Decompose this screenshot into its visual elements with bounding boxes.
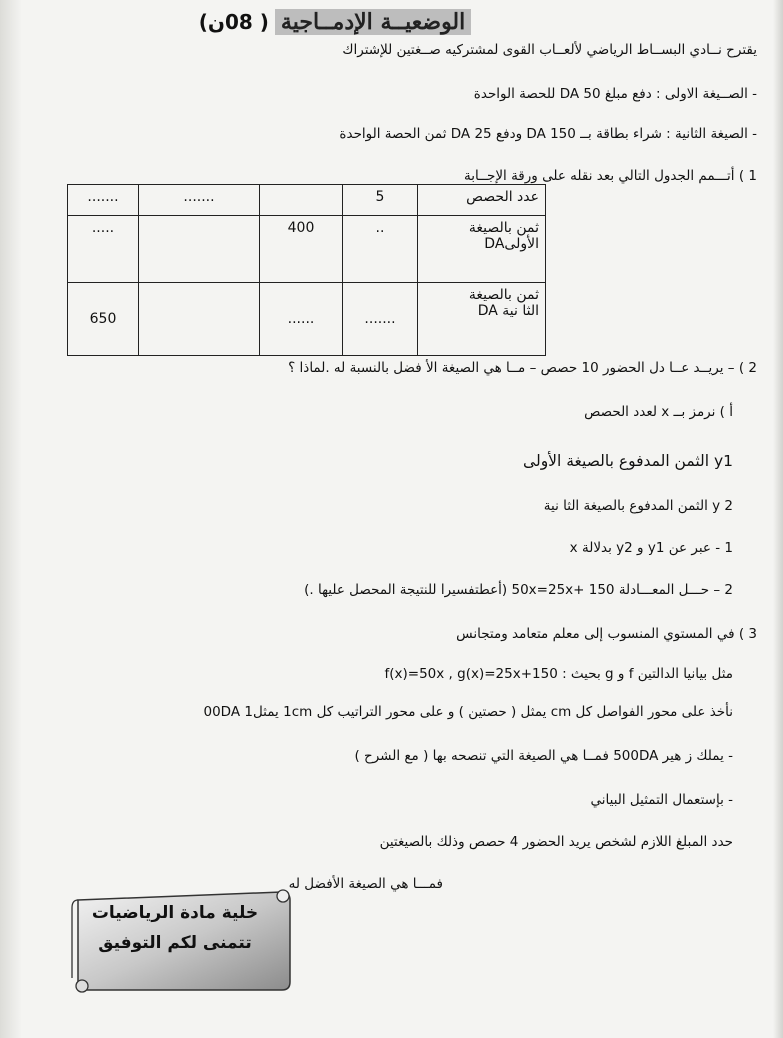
table-row [68, 216, 546, 283]
table-cell: ....... [139, 185, 260, 216]
table-cell [139, 283, 260, 356]
row-header-formula-1 [418, 216, 546, 283]
page-left-shadow [0, 0, 22, 1038]
question-3-zuhair: - يملك ز هير 500DA فمــا هي الصيغة التي تنصحه بها ( مع الشرح ) [354, 748, 733, 764]
row-header-line: ثمن بالصيغة [468, 220, 539, 236]
row-header-formula-2 [418, 283, 546, 356]
question-3-graph: مثل بيانيا الدالتين f و g بحيث : f(x)=50x , g(x)=25x+150 [384, 666, 733, 682]
question-3-best: فمـــا هي الصيغة الأفضل له [288, 876, 443, 892]
table-cell: 400 [260, 216, 343, 283]
row-header-line: ثمن بالصيغة [468, 287, 539, 303]
answer-table [67, 184, 546, 356]
question-2-item-2: 2 – حـــل المعـــادلة 50x=25x+ 150 (أعطتفسيرا للنتيجة المحصل عليها .) [304, 582, 733, 598]
closing-scroll [70, 886, 295, 996]
table-cell [139, 216, 260, 283]
table-cell: 650 [68, 283, 139, 356]
question-2: 2 ) – يريــد عــا دل الحضور 10 حصص – مــا هي الصيغة الأ فضل بالنسبة له .لماذا ؟ [288, 360, 757, 376]
question-2-item-1: 1 - عبر عن y1 و y2 بدلالة x [569, 540, 733, 556]
question-3-amount: حدد المبلغ اللازم لشخص يريد الحضور 4 حصص وذلك بالصيغتين [379, 834, 733, 850]
page-right-shadow [773, 0, 783, 1038]
row-header-line: الأولىDA [484, 236, 539, 252]
table-cell: 5 [343, 185, 418, 216]
table-row [68, 185, 546, 216]
page-title [190, 6, 480, 38]
title-text: الوضعيــة الإدمــاجية [275, 9, 471, 35]
definition-y2: y 2 الثمن المدفوع بالصيغة الثا نية [543, 498, 733, 514]
question-1: 1 ) أتـــمم الجدول التالي بعد نقله على ورقة الإجــابة [463, 168, 757, 184]
question-3: 3 ) في المستوي المنسوب إلى معلم متعامد ومتجانس [456, 626, 757, 642]
question-3-use: - بإستعمال التمثيل البياني [590, 792, 733, 808]
table-cell: ....... [343, 283, 418, 356]
formula-2: - الصيغة الثانية : شراء بطاقة بــ DA 150 ودفع DA 25 ثمن الحصة الواحدة [339, 126, 757, 142]
intro-text: يقترح نــادي البســاط الرياضي لألعــاب القوى لمشتركيه صــغتين للإشتراك [342, 42, 757, 58]
table-row [68, 283, 546, 356]
question-2a: أ ) نرمز بــ x لعدد الحصص [584, 404, 733, 420]
scroll-line: تتمنى لكم التوفيق [98, 933, 252, 953]
formula-1: - الصــيغة الاولى : دفع مبلغ DA 50 للحصة الواحدة [473, 86, 757, 102]
table-cell: .. [343, 216, 418, 283]
definition-y1: y1 الثمن المدفوع بالصيغة الأولى [523, 452, 733, 470]
row-header-sessions: عدد الحصص [418, 185, 546, 216]
table-cell: ...... [260, 283, 343, 356]
title-points: ( 08ن) [198, 10, 269, 34]
question-3-axes: نأخذ على محور الفواصل كل cm يمثل ( حصتين ) و على محور التراتيب كل 1cm يمثل1 00DA [203, 704, 733, 720]
table-cell [260, 185, 343, 216]
row-header-line: الثا نية DA [477, 303, 539, 319]
scroll-line: خلية مادة الرياضيات [91, 903, 259, 923]
table-cell: ..... [68, 216, 139, 283]
table-cell: ....... [68, 185, 139, 216]
scroll-text [70, 898, 280, 958]
